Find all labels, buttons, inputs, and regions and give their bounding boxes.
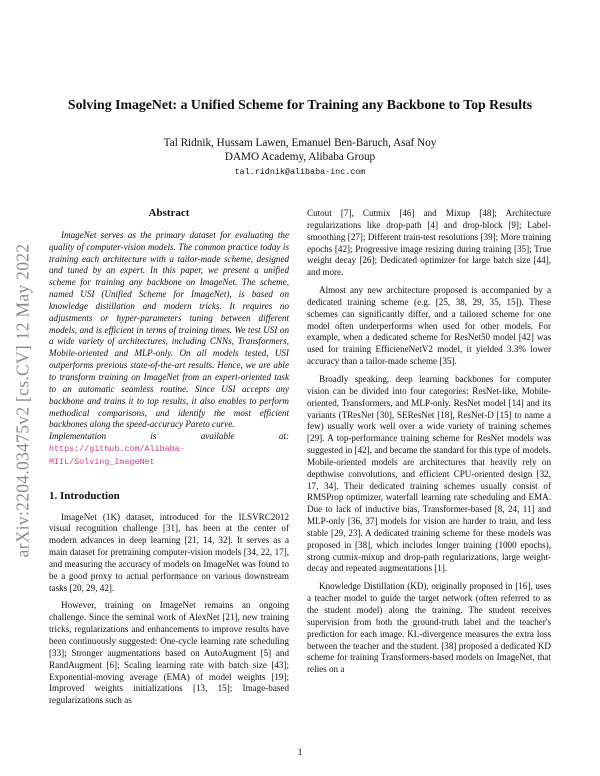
right-paragraph-4: Knowledge Distillation (KD), originally proposed in [16], uses a teacher model to guide the target network (often referred to as the student model) along the training. The student receives supervision from both the ground-truth label and the teacher's prediction for each image. KL-divergence measures the extra loss between the teacher and the student. [38] proposed a dedicated KD scheme for training Transformers-based models on ImageNet, that relies on a <box>307 581 551 675</box>
paper-title: Solving ImageNet: a Unified Scheme for Training any Backbone to Top Results <box>67 97 533 112</box>
author-names: Tal Ridnik, Hussam Lawen, Emanuel Ben-Baruch, Asaf Noy <box>163 137 437 149</box>
introduction-heading: 1. Introduction <box>49 489 120 502</box>
author-block <box>0 136 600 179</box>
right-column <box>307 208 551 682</box>
implementation-note <box>49 431 289 469</box>
implementation-prefix: Implementation is available at: <box>49 431 289 442</box>
intro-paragraph-1: ImageNet (1K) dataset, introduced for the ILSVRC2012 visual recognition challenge [31], has been at the center of modern advances in deep learning [21, 14, 32]. It serves as a main dataset for pretraining computer-vision models [34, 22, 17], and measuring the accuracy of models on ImageNet was found to be a good proxy to actual performance on various downstream tasks [20, 29, 42]. <box>49 511 289 593</box>
page-number: 1 <box>297 748 303 758</box>
right-paragraph-1: Cutout [7], Cutmix [46] and Mixup [48]; Architecture regularizations like drop-path [4] and drop-block [9]; Label-smoothing [27]; Different train-test resolutions [39]; More training epochs [42]; Progressive image resizing during training [35]; True weight decay [26]; Dedicated optimizer for large batch size [44], and more. <box>307 208 551 278</box>
abstract-text: ImageNet serves as the primary dataset for evaluating the quality of computer-vision models. The common practice today is training each architecture with a tailor-made scheme, designed and tuned by an expert. In this paper, we present a unified scheme for training any backbone on ImageNet. The scheme, named USI (Unified Scheme for ImageNet), is based on knowledge distillation and modern tricks. It requires no adjustments or hyper-parameters tuning between different models, and is efficient in terms of training times. We test USI on a wide variety of architectures, including CNNs, Transformers, Mobile-oriented and MLP-only. On all models tested, USI outperforms previous state-of-the-art results. Hence, we are able to transform training on ImageNet from an expert-oriented task to an automatic seamless routine. Since USI accepts any backbone and trains it to top results, it also enables to perform methodical comparisons, and identify the most efficient backbones along the speed-accuracy Pareto curve. <box>49 229 289 430</box>
author-email[interactable]: tal.ridnik@alibaba-inc.com <box>234 167 366 177</box>
arxiv-side-stamp <box>8 210 38 590</box>
right-paragraph-2: Almost any new architecture proposed is accompanied by a dedicated training scheme (e.g. [25, 38, 29, 35, 15]). These schemes can significantly differ, and a tailored scheme for one model often underperforms when used for other models. For example, when a dedicated scheme for ResNet50 model [42] was used for training EfficieneNetV2 model, it yielded 3.3% lower accuracy than a tailor-made scheme [35]. <box>307 285 551 367</box>
author-affiliation: DAMO Academy, Alibaba Group <box>224 151 376 163</box>
right-paragraph-3: Broadly speaking, deep learning backbones for computer vision can be divided into four categories: ResNet-like, Mobile-oriented, Transformers, and MLP-only. ResNet model [14] and its variants (TResNet [30], SEResNet [18], ResNet-D [15] to name a few) usually work well over a wide variety of training schemes [29]. A top-performance training scheme for ResNet models was suggested in [42], and became the standard for this type of models. Mobile-oriented models are architectures that heavily rely on depthwise convolutions, and efficient CPU-oriented design [32, 17, 34]. Their dedicated training schemes usually consist of RMSProp optimizer, waterfall learning rate scheduling and EMA. Due to lack of inductive bias, Transformer-based [8, 24, 11] and MLP-only [36, 37] models for vision are harder to train, and less stable [29, 23]. A dedicated training scheme for these models was proposed in [38], which includes longer training (1000 epochs), strong cutmix-mixup and drop-path regularizations, large weight-decay and repeated augmentations [1]. <box>307 373 551 574</box>
intro-paragraph-2: However, training on ImageNet remains an ongoing challenge. Since the seminal work of AlexNet [21], new training tricks, regularizations and enhancements to improve results have been continuously suggested: One-cycle learning rate scheduling [33]; Stronger augmentations based on AutoAugment [5] and RandAugment [6]; Scaling learning rate with batch size [43]; Exponential-moving average (EMA) of model weights [19]; Improved weights initializations [13, 15]; Image-based regularizations such as <box>49 600 289 706</box>
github-link[interactable]: https://github.com/Alibaba-MIIL/Solving_ImageNet <box>49 444 185 467</box>
arxiv-identifier: arXiv:2204.03475v2 [cs.CV] 12 May 2022 <box>12 243 33 557</box>
abstract-heading: Abstract <box>148 207 190 219</box>
left-column <box>49 208 289 713</box>
